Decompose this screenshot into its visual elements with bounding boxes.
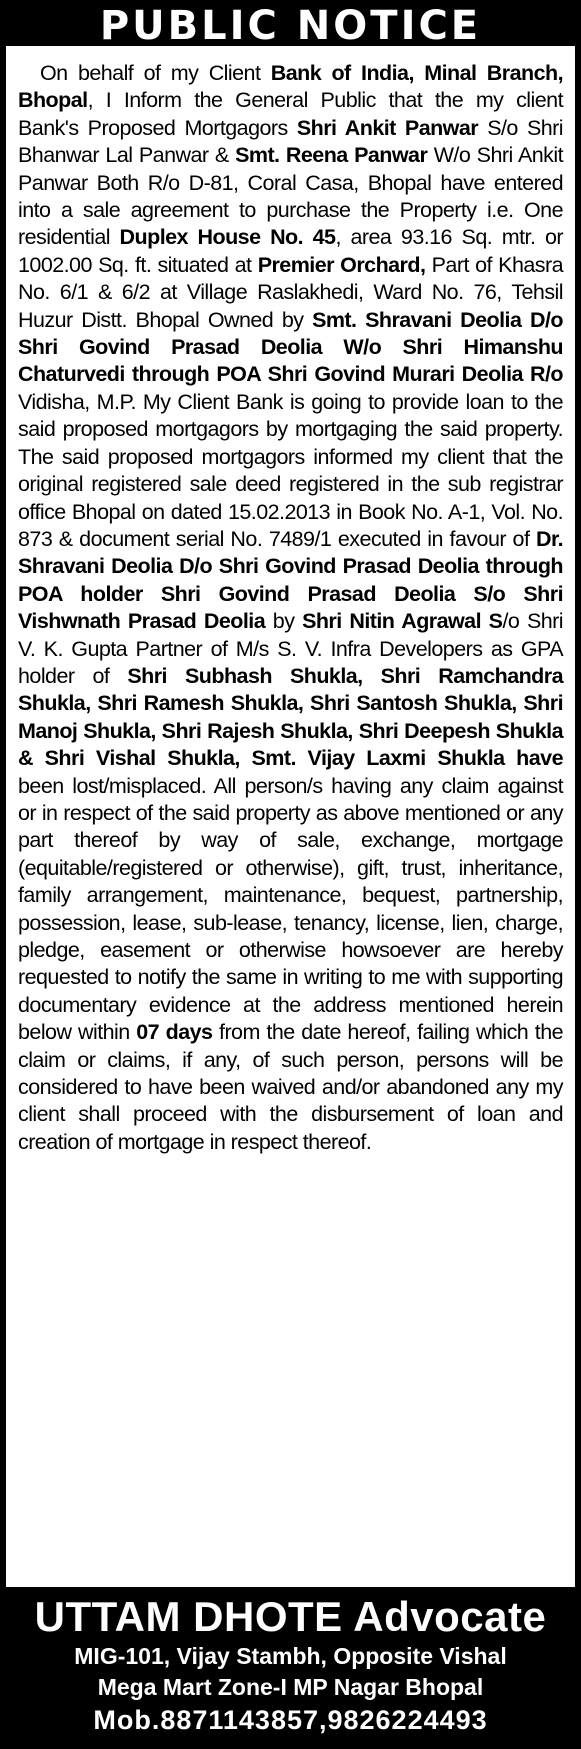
address-line-2: Mega Mart Zone-I MP Nagar Bhopal bbox=[97, 1674, 484, 1700]
body-segment-bold: Bank of India, Minal Branch, Bhopal bbox=[18, 61, 563, 113]
body-segment: , I Inform the General Public that the my client Bank's Proposed Mortgagors bbox=[18, 88, 563, 140]
address-line-1: MIG-101, Vijay Stambh, Opposite Vishal bbox=[74, 1643, 507, 1669]
body-segment-bold: Smt. Reena Panwar bbox=[235, 143, 428, 168]
body-segment-bold: Shri Ankit Panwar bbox=[296, 115, 479, 140]
advocate-name: UTTAM DHOTE Advocate bbox=[34, 1593, 547, 1640]
body-segment: been lost/misplaced. All person/s having any claim against or in respect of the said property as above mentioned or any part thereof by way of sale, exchange, mortgage (equitable/registered or otherwise), gift, trust, inheritance, family arrangement, maintenance, bequest, partnership, possession, lease, sub-lease, tenancy, license, lien, charge, pledge, easement or otherwise howsoever are hereby requested to notify the same in writing to me with supporting documentary evidence at the address mentioned herein below within bbox=[18, 773, 563, 1045]
notice-body bbox=[6, 46, 575, 1156]
body-segment: W/o Shri Ankit Panwar Both R/o D-81, Coral Casa, Bhopal have entered into a sale agreement to purchase the Property i.e. One residential bbox=[18, 143, 563, 250]
body-segment: by bbox=[265, 609, 303, 634]
body-segment: Vidisha, M.P. My Client Bank is going to provide loan to the said proposed mortgagors by mortgaging the said property. The said proposed mortgagors informed my client that the original registered sale deed registered in the sub registrar office Bhopal on dated 15.02.2013 in Book No. A-1, Vol. No. 873 & document serial No. 7489/1 executed in favour of bbox=[18, 389, 563, 551]
body-segment-bold: Shri Subhash Shukla, Shri Ramchandra Shukla, Shri Ramesh Shukla, Shri Santosh Shukla, Shri Manoj Shukla, Shri Rajesh Shukla, Shri Deepesh Shukla & Shri Vishal Shukla, Smt. Vijay Laxmi Shukla have bbox=[18, 663, 563, 771]
notice-title: PUBLIC NOTICE bbox=[6, 6, 575, 46]
body-segment-bold: Premier Orchard, bbox=[257, 252, 426, 277]
body-segment-bold: Smt. Shravani Deolia D/o Shri Govind Prasad Deolia W/o Shri Himanshu Chaturvedi through POA Shri Govind Murari Deolia R/o bbox=[18, 307, 563, 387]
body-segment: S/o Shri Bhanwar Lal Panwar & bbox=[18, 115, 563, 168]
body-segment-bold: Duplex House No. 45 bbox=[119, 225, 336, 250]
body-segment: from the date hereof, failing which the claim or claims, if any, of such person, persons will be considered to have been waived and/or abandoned any my client shall proceed with the disbursement of loan and creation of mortgage in respect thereof. bbox=[18, 1020, 564, 1154]
body-segment: On behalf of my Client bbox=[40, 61, 271, 85]
body-segment: Part of Khasra No. 6/1 & 6/2 at Village Raslakhedi, Ward No. 76, Tehsil Huzur Distt. Bhopal Owned by bbox=[18, 252, 563, 332]
body-segment-bold: Dr. Shravani Deolia D/o Shri Govind Prasad Deolia through POA holder Shri Govind Prasad Deolia S/o Shri Vishwnath Prasad Deolia bbox=[18, 526, 563, 634]
advocate-footer bbox=[6, 1587, 575, 1743]
body-segment-bold: 07 days bbox=[136, 1020, 213, 1045]
body-segment: , area 93.16 Sq. mtr. or 1002.00 Sq. ft. situated at bbox=[18, 225, 564, 277]
mobile-numbers: Mob.8871143857,9826224493 bbox=[93, 1705, 488, 1735]
body-segment: /o Shri V. K. Gupta Partner of M/s S. V. Infra Developers as GPA holder of bbox=[18, 609, 563, 688]
body-segment-bold: Shri Nitin Agrawal S bbox=[302, 609, 503, 634]
